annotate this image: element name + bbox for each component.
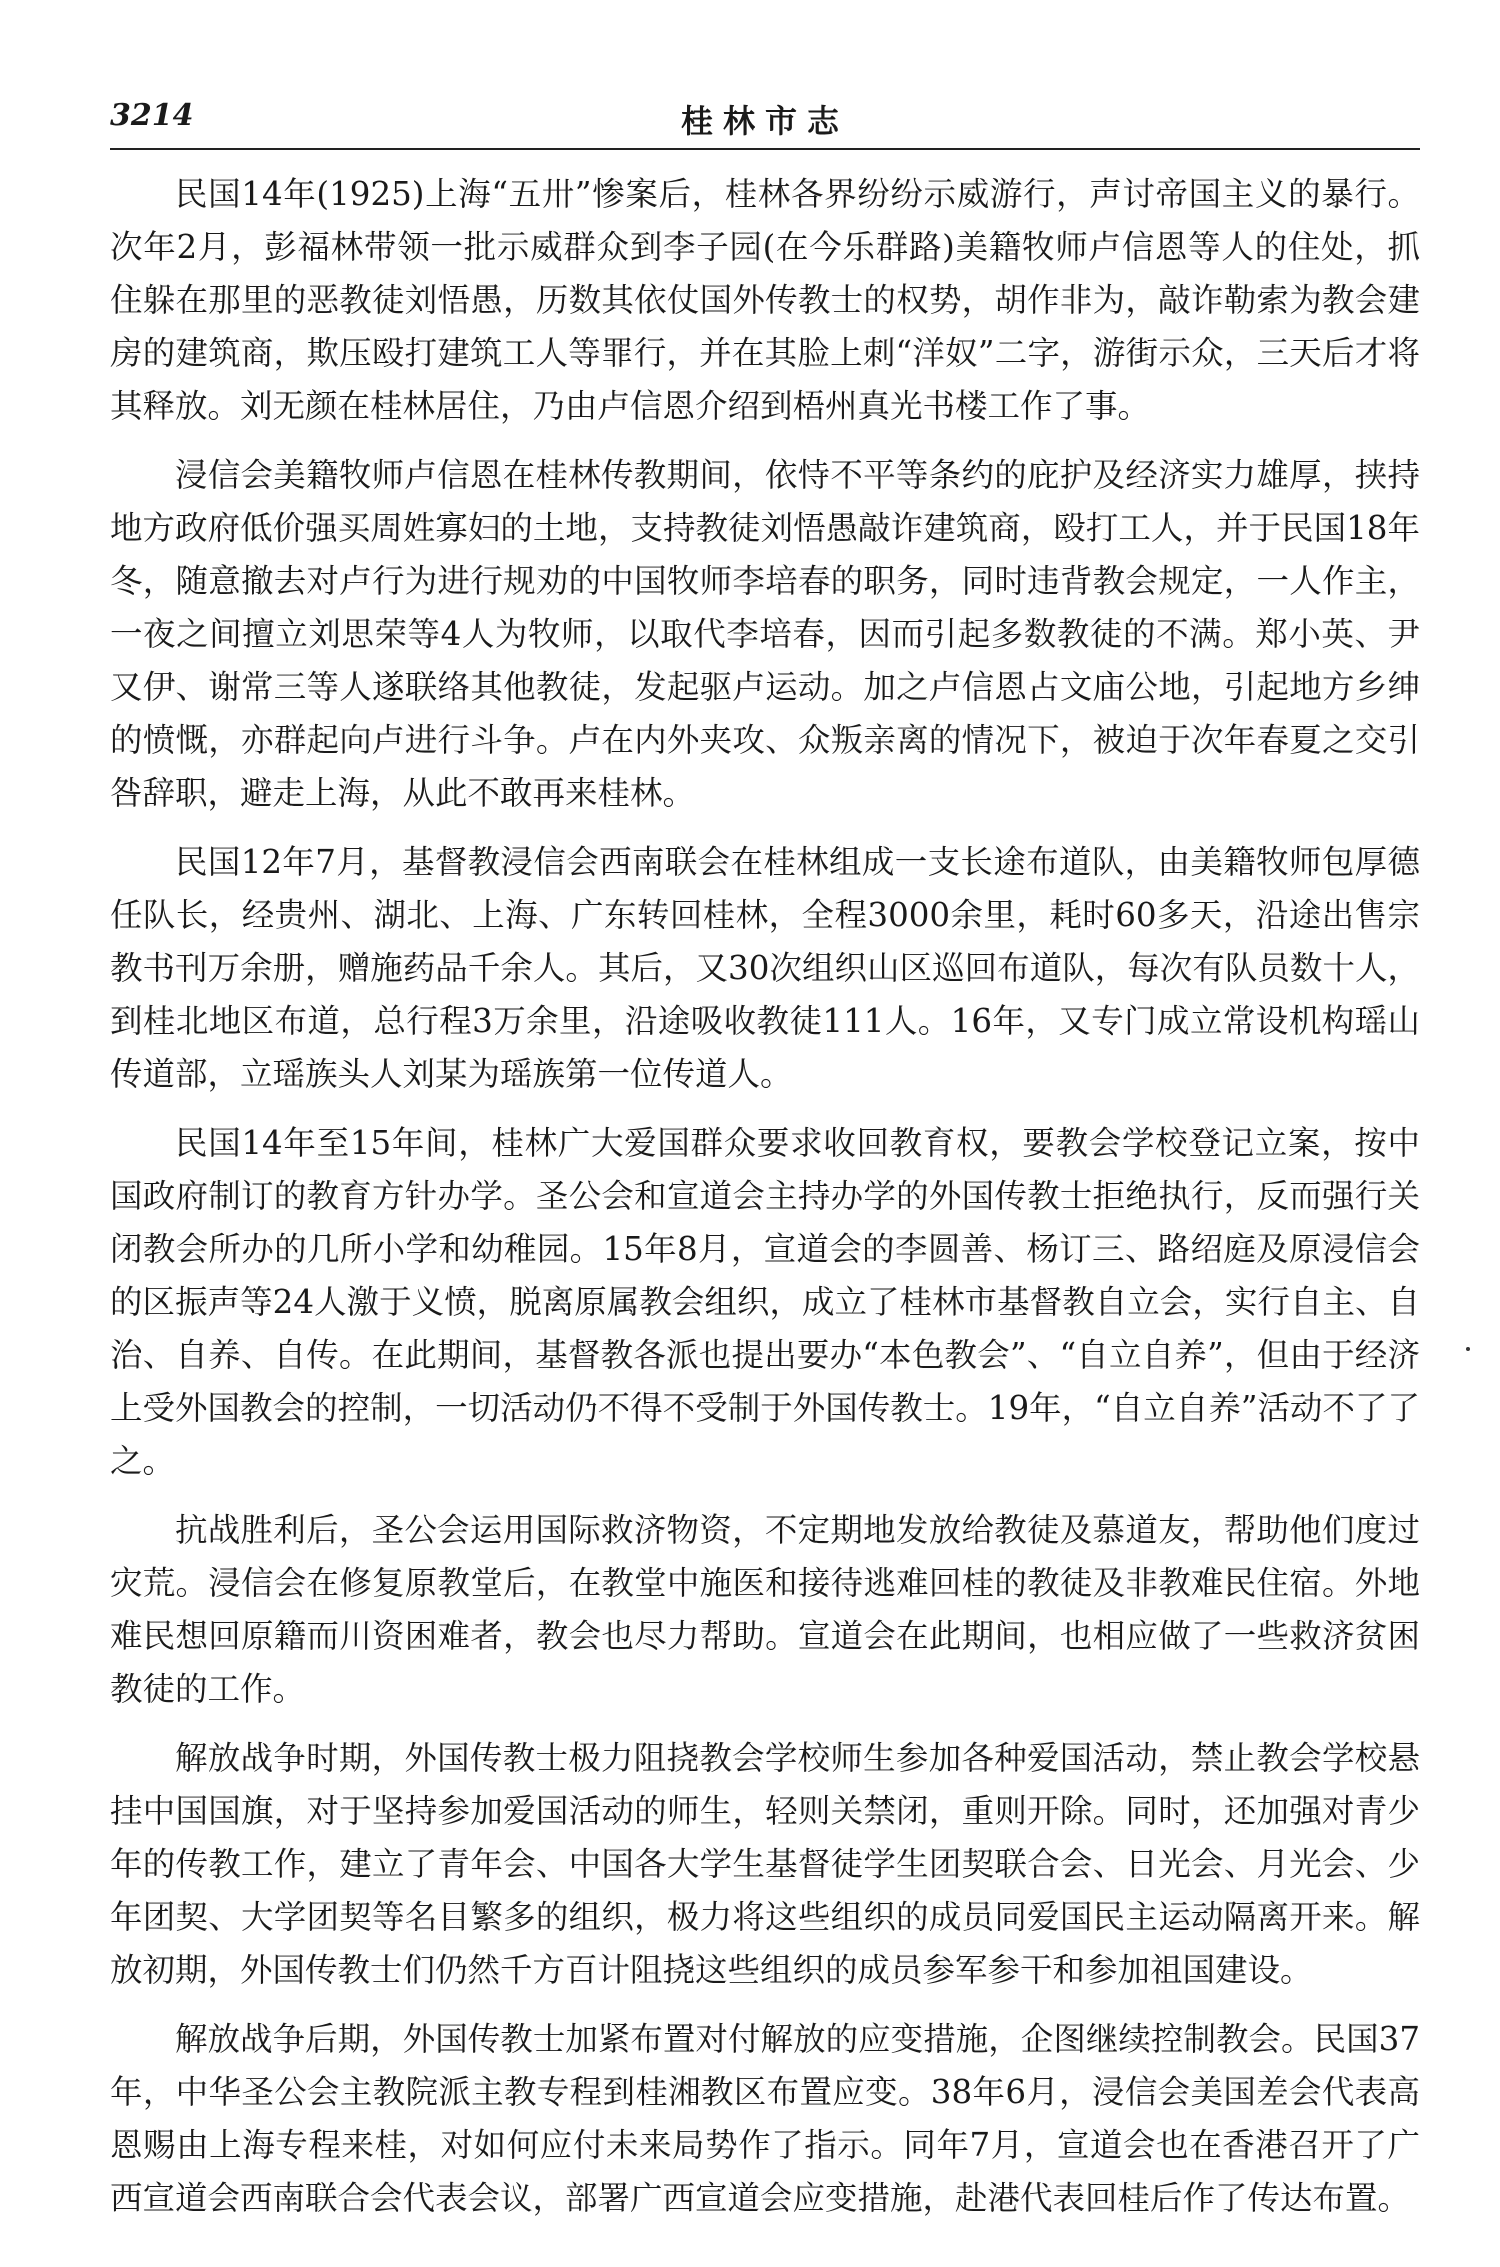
paragraph: 解放战争后期，外国传教士加紧布置对付解放的应变措施，企图继续控制教会。民国37年，中华圣公会主教院派主教专程到桂湘教区布置应变。38年6月，浸信会美国差会代表高恩赐由上海专程来桂，对如何应付未来局势作了指示。同年7月，宣道会也在香港召开了广西宣道会西南联合会代表会议，部署广西宣道会应变措施，赴港代表回桂后作了传达布置。 bbox=[110, 2020, 1420, 2217]
page-number: 3214 bbox=[110, 98, 194, 133]
paragraph: 民国12年7月，基督教浸信会西南联会在桂林组成一支长途布道队，由美籍牧师包厚德任队长，经贵州、湖北、上海、广东转回桂林，全程3000余里，耗时60多天，沿途出售宗教书刊万余册，赠施药品千余人。其后，又30次组织山区巡回布道队，每次有队员数十人，到桂北地区布道，总行程3万余里，沿途吸收教徒111人。16年，又专门成立常设机构瑶山传道部，立瑶族头人刘某为瑶族第一位传道人。 bbox=[110, 843, 1420, 1093]
paragraph: 民国14年(1925)上海“五卅”惨案后，桂林各界纷纷示威游行，声讨帝国主义的暴行。次年2月，彭福林带领一批示威群众到李子园(在今乐群路)美籍牧师卢信恩等人的住处，抓住躲在那里的恶教徒刘悟愚，历数其依仗国外传教士的权势，胡作非为，敲诈勒索为教会建房的建筑商，欺压殴打建筑工人等罪行，并在其脸上刺“洋奴”二字，游街示众，三天后才将其释放。刘无颜在桂林居住，乃由卢信恩介绍到梧州真光书楼工作了事。 bbox=[110, 175, 1420, 425]
margin-dot bbox=[1466, 1347, 1470, 1351]
paragraph: 民国14年至15年间，桂林广大爱国群众要求收回教育权，要教会学校登记立案，按中国政府制订的教育方针办学。圣公会和宣道会主持办学的外国传教士拒绝执行，反而强行关闭教会所办的几所小学和幼稚园。15年8月，宣道会的李圆善、杨订三、路绍庭及原浸信会的区振声等24人激于义愤，脱离原属教会组织，成立了桂林市基督教自立会，实行自主、自治、自养、自传。在此期间，基督教各派也提出要办“本色教会”、“自立自养”，但由于经济上受外国教会的控制，一切活动仍不得不受制于外国传教士。19年，“自立自养”活动不了了之。 bbox=[110, 1124, 1420, 1480]
page-header bbox=[110, 90, 1420, 146]
paragraph: 抗战胜利后，圣公会运用国际救济物资，不定期地发放给教徒及慕道友，帮助他们度过灾荒。浸信会在修复原教堂后，在教堂中施医和接待逃难回桂的教徒及非教难民住宿。外地难民想回原籍而川资困难者，教会也尽力帮助。宣道会在此期间，也相应做了一些救济贫困教徒的工作。 bbox=[110, 1511, 1420, 1708]
body-text bbox=[110, 168, 1420, 2241]
page-title: 桂林市志 bbox=[680, 102, 849, 140]
header-divider bbox=[110, 148, 1420, 150]
paragraph: 浸信会美籍牧师卢信恩在桂林传教期间，依恃不平等条约的庇护及经济实力雄厚，挟持地方政府低价强买周姓寡妇的土地，支持教徒刘悟愚敲诈建筑商，殴打工人，并于民国18年冬，随意撤去对卢行为进行规劝的中国牧师李培春的职务，同时违背教会规定，一人作主，一夜之间擅立刘思荣等4人为牧师，以取代李培春，因而引起多数教徒的不满。郑小英、尹又伊、谢常三等人遂联络其他教徒，发起驱卢运动。加之卢信恩占文庙公地，引起地方乡绅的愤慨，亦群起向卢进行斗争。卢在内外夹攻、众叛亲离的情况下，被迫于次年春夏之交引咎辞职，避走上海，从此不敢再来桂林。 bbox=[110, 456, 1420, 812]
paragraph: 解放战争时期，外国传教士极力阻挠教会学校师生参加各种爱国活动，禁止教会学校悬挂中国国旗，对于坚持参加爱国活动的师生，轻则关禁闭，重则开除。同时，还加强对青少年的传教工作，建立了青年会、中国各大学生基督徒学生团契联合会、日光会、月光会、少年团契、大学团契等名目繁多的组织，极力将这些组织的成员同爱国民主运动隔离开来。解放初期，外国传教士们仍然千方百计阻挠这些组织的成员参军参干和参加祖国建设。 bbox=[110, 1739, 1420, 1989]
